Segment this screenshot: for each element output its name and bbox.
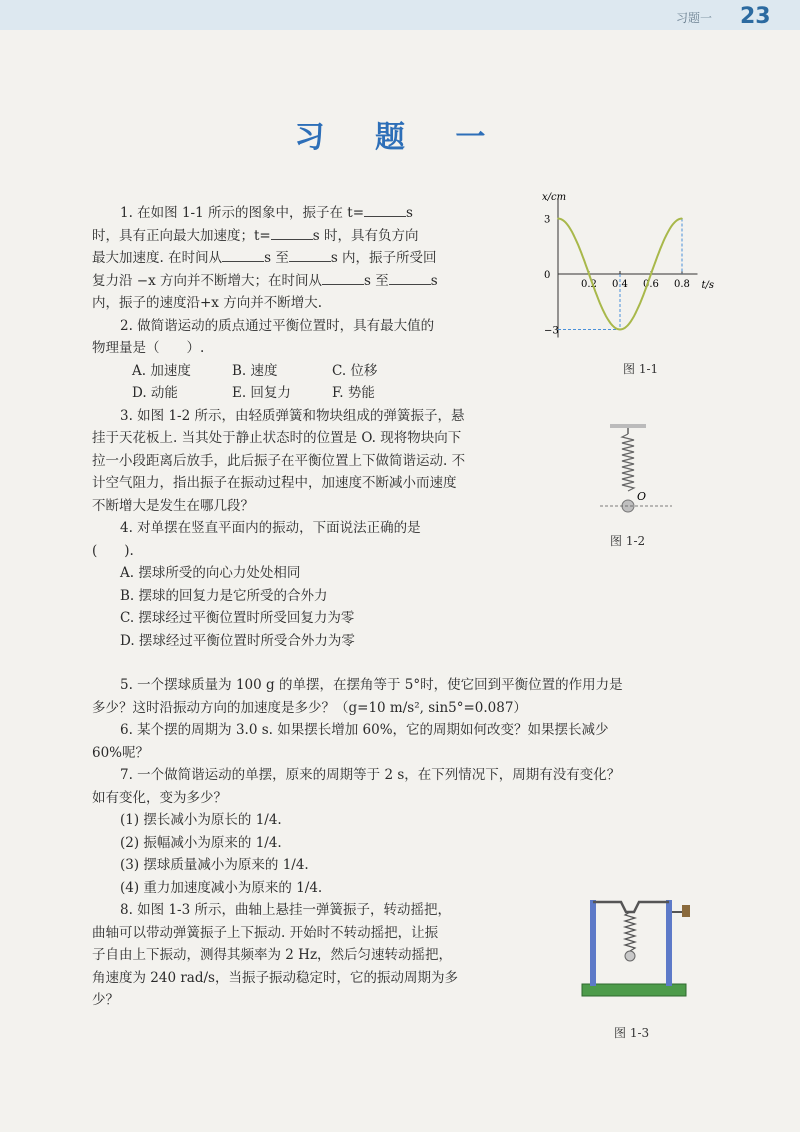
crank-shaft — [593, 902, 669, 912]
q7-item: (2) 振幅减小为原来的 1/4. — [120, 834, 282, 851]
chart-axes — [542, 192, 714, 338]
q2-option: D. 动能 — [132, 385, 178, 401]
x-axis-label: t/s — [701, 280, 715, 291]
q7-line2: 如有变化，变为多少？ — [92, 789, 227, 806]
q5-q7-block — [92, 674, 732, 899]
q3-line: 3. 如图 1-2 所示，由轻质弹簧和物块组成的弹簧振子，悬 — [120, 407, 465, 424]
q2-stem: 2. 做简谐运动的质点通过平衡位置时，具有最大值的 — [120, 317, 435, 334]
q8-line: 子自由上下振动，测得其频率为 2 Hz，然后匀速转动摇把， — [92, 947, 453, 963]
spring-coil — [625, 912, 635, 951]
page-title: 习 题 一 — [294, 120, 506, 155]
q8-block — [92, 899, 532, 1012]
q2-stem-2: 物理量是（ ）. — [92, 340, 205, 356]
q2-option: C. 位移 — [332, 362, 378, 379]
q1-block — [92, 202, 512, 652]
q1-line1: 1. 在如图 1-1 所示的图象中，振子在 t= s — [92, 202, 512, 225]
q7-line1: 7. 一个做简谐运动的单摆，原来的周期等于 2 s，在下列情况下，周期有没有变化？ — [120, 767, 621, 783]
y-axis-label: x/cm — [542, 192, 567, 203]
y-tick-label: 0 — [544, 270, 551, 281]
q5-line2: 多少？这时沿振动方向的加速度是多少？（g=10 m/s², sin5°=0.087） — [92, 699, 527, 716]
q1-line2: 时，具有正向最大加速度；t= s 时，具有负方向 — [92, 225, 512, 248]
q5-line1: 5. 一个摆球质量为 100 g 的单摆，在摆角等于 5°时，使它回到平衡位置的作用力是 — [120, 677, 623, 693]
right-post — [666, 900, 672, 986]
q1-line3: 最大加速度. 在时间从 s 至 s 内，振子所受回 — [92, 247, 512, 270]
q4-option: C. 摆球经过平衡位置时所受回复力为零 — [120, 610, 355, 626]
x-tick-label: 0.8 — [674, 279, 690, 290]
data-point — [604, 312, 606, 314]
q3-line: 挂于天花板上. 当其处于静止状态时的位置是 O. 现将物块向下 — [92, 430, 462, 446]
data-point — [573, 234, 575, 236]
q2-option: B. 速度 — [232, 362, 278, 379]
data-point — [681, 218, 683, 220]
x-tick-label: 0.4 — [612, 279, 628, 290]
data-point — [635, 312, 637, 314]
q8-line: 少？ — [92, 992, 119, 1008]
q4-stem-2: ( ). — [92, 542, 134, 559]
q1-line5: 内，振子的速度沿+x 方向并不断增大. — [92, 295, 323, 311]
point-o-label: O — [637, 490, 647, 503]
y-tick-label: 3 — [544, 214, 551, 226]
left-post — [590, 900, 596, 986]
q8-line: 角速度为 240 rad/s，当振子振动稳定时，它的振动周期为多 — [92, 969, 458, 986]
q2-options-row1 — [92, 360, 512, 383]
q4-stem: 4. 对单摆在竖直平面内的振动，下面说法正确的是 — [120, 520, 421, 536]
x-tick-label: 0.2 — [581, 279, 597, 290]
data-point — [650, 273, 652, 275]
y-tick-label: −3 — [544, 325, 559, 337]
q7-item: (4) 重力加速度减小为原来的 1/4. — [120, 879, 323, 896]
q7-item: (1) 摆长减小为原长的 1/4. — [120, 812, 282, 828]
q6-line2: 60%呢？ — [92, 744, 150, 761]
crank-handle — [682, 905, 690, 917]
figure-1-2-caption: 图 1-2 — [610, 534, 646, 548]
q4-option: D. 摆球经过平衡位置时所受合外力为零 — [120, 632, 355, 649]
q1-line4: 复力沿 −x 方向并不断增大；在时间从 s 至 s — [92, 270, 512, 293]
figure-1-3-caption: 图 1-3 — [614, 1026, 650, 1040]
data-point — [588, 273, 590, 275]
oscillator-mass — [625, 951, 635, 961]
q3-line: 计空气阻力，指出振子在振动过程中，加速度不断减小而速度 — [92, 475, 457, 491]
spring-coil — [622, 434, 634, 491]
q2-option: F. 势能 — [332, 385, 375, 401]
q2-options-row2 — [92, 382, 512, 405]
page-number: 23 — [740, 4, 771, 29]
ceiling-mount — [610, 424, 646, 428]
q4-option: B. 摆球的回复力是它所受的合外力 — [120, 587, 328, 604]
running-header: 习题一 — [676, 11, 713, 25]
figure-1-1-caption: 图 1-1 — [623, 362, 659, 376]
q4-option: A. 摆球所受的向心力处处相同 — [120, 565, 301, 581]
figure-1-2-spring — [596, 420, 676, 520]
figure-1-3-apparatus — [576, 892, 706, 1004]
data-point — [557, 218, 559, 220]
x-tick-label: 0.6 — [643, 279, 659, 290]
q8-line: 曲轴可以带动弹簧振子上下振动. 开始时不转动摇把，让振 — [92, 924, 439, 941]
data-point — [666, 234, 668, 236]
q6-line1: 6. 某个摆的周期为 3.0 s. 如果摆长增加 60%，它的周期如何改变？如果摆长减少 — [120, 722, 609, 738]
data-point — [619, 329, 621, 331]
q2-option: E. 回复力 — [232, 385, 291, 401]
q8-line: 8. 如图 1-3 所示，曲轴上悬挂一弹簧振子，转动摇把， — [120, 902, 451, 918]
q7-item: (3) 摆球质量减小为原来的 1/4. — [120, 857, 309, 873]
q3-line: 拉一小段距离后放手，此后振子在平衡位置上下做简谐运动. 不 — [92, 452, 466, 469]
q2-option: A. 加速度 — [132, 362, 191, 379]
figure-1-1-chart — [528, 190, 738, 350]
q3-line: 不断增大是发生在哪几段？ — [92, 497, 254, 514]
